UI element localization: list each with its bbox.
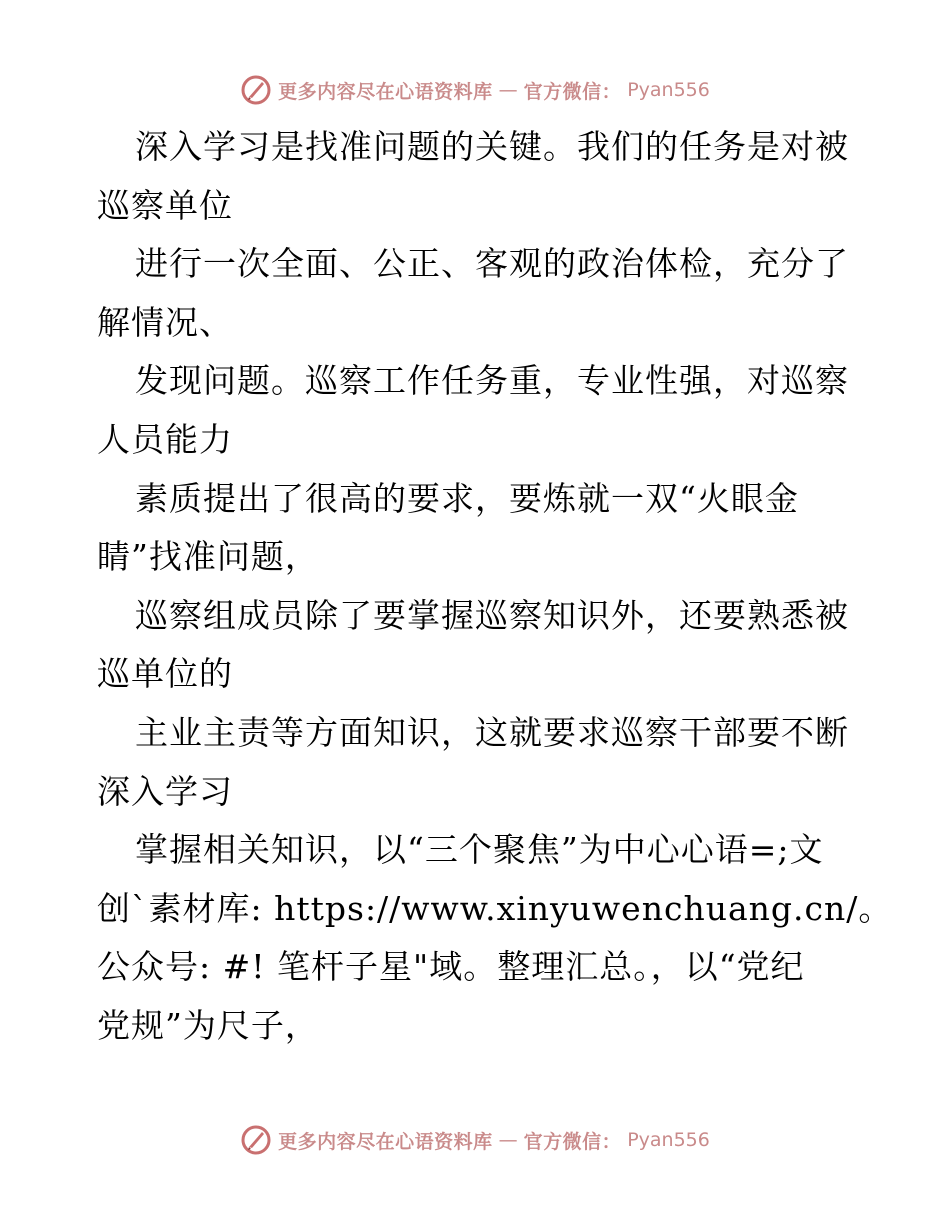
text-line-10: 巡单位的 bbox=[97, 654, 233, 694]
footer-watermark bbox=[0, 1120, 950, 1160]
text-line-11: 主业主责等方面知识，这就要求巡察干部要不断 bbox=[135, 712, 849, 752]
watermark-wechat-label: 官方微信： bbox=[523, 1130, 622, 1153]
text-line-5: 发现问题。巡察工作任务重，专业性强，对巡察 bbox=[135, 361, 849, 401]
watermark-wechat-label: 官方微信： bbox=[523, 80, 622, 103]
document-body bbox=[97, 118, 893, 1056]
text-line-16: 党规”为尺子， bbox=[97, 1005, 319, 1045]
text-line-6: 人员能力 bbox=[97, 419, 233, 459]
text-line-2: 巡察单位 bbox=[97, 185, 233, 225]
watermark-separator: — bbox=[498, 1129, 518, 1151]
quill-circle-icon bbox=[240, 74, 272, 106]
text-line-15: 公众号: #! 笔杆子星"域。整理汇总。，以“党纪 bbox=[97, 947, 805, 987]
text-line-8: 睛”找准问题， bbox=[97, 537, 319, 577]
watermark-wechat-id: Pyan556 bbox=[627, 79, 710, 101]
text-line-3: 进行一次全面、公正、客观的政治体检，充分了 bbox=[135, 244, 849, 284]
text-line-12: 深入学习 bbox=[97, 771, 233, 811]
text-line-9: 巡察组成员除了要掌握巡察知识外，还要熟悉被 bbox=[135, 595, 849, 635]
quill-circle-icon bbox=[240, 1124, 272, 1156]
text-line-1: 深入学习是找准问题的关键。我们的任务是对被 bbox=[135, 127, 849, 166]
watermark-brand: 更多内容尽在心语资料库 bbox=[278, 1130, 493, 1153]
header-watermark bbox=[0, 70, 950, 110]
text-line-7: 素质提出了很高的要求，要炼就一双“火眼金 bbox=[135, 478, 799, 518]
text-line-13: 掌握相关知识，以“三个聚焦”为中心心语=;文 bbox=[135, 830, 824, 870]
text-line-4: 解情况、 bbox=[97, 302, 233, 342]
watermark-separator: — bbox=[498, 79, 518, 101]
watermark-wechat-id: Pyan556 bbox=[627, 1129, 710, 1151]
text-line-14: 创`素材库: https://www.xinyuwenchuang.cn/。 bbox=[97, 888, 893, 928]
watermark-brand: 更多内容尽在心语资料库 bbox=[278, 80, 493, 103]
